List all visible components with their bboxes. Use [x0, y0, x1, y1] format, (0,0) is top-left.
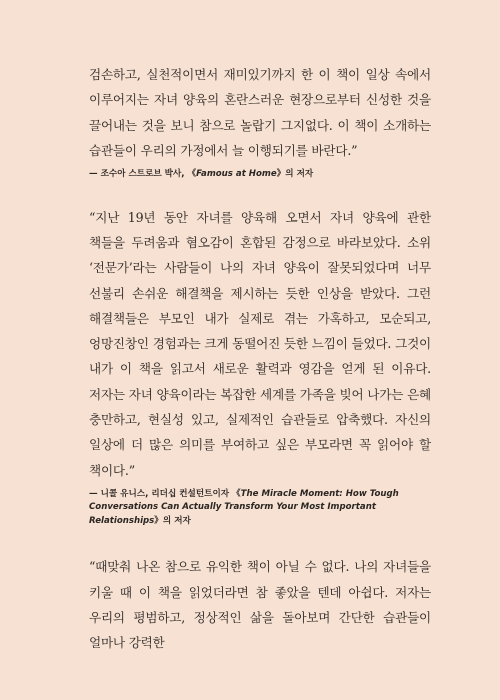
attribution-end: 저자	[174, 515, 191, 526]
attribution-suffix: 》의 저자	[276, 169, 314, 180]
book-title: The Miracle Moment: How Tough Conversations Can Actually Transform Your Most Important Relationships	[89, 488, 399, 526]
attribution-prefix: — 니콜 유니스, 리더십 컨설턴트이자 《	[89, 488, 241, 499]
quote-attribution	[89, 488, 431, 529]
quote-attribution	[89, 168, 431, 182]
quote-text: “지난 19년 동안 자녀를 양육해 오면서 자녀 양육에 관한 책들을 두려움과 혐오감이 혼합된 감정으로 바라보았다. 소위 ‘전문가’라는 사람들이 나의 자녀 양육이 잘못되었다며 너무 선불리 손쉬운 해결책을 제시하는 듯한 인상을 받았다. 그런 해결책들은 부모인 내가 실제로 겪는 가혹하고, 모순되고, 엉망진창인 경험과는 크게 동떨어진 듯한 느낌이 들었다. 그것이 내가 이 책을 읽고서 새로운 활력과 영감을 얻게 된 이유다. 저자는 자녀 양육이라는 복잡한 세계를 가족을 빚어 나가는 은혜 충만하고, 현실성 있고, 실제적인 습관들로 압축했다. 자신의 일상에 더 많은 의미를 부여하고 싶은 부모라면 꼭 읽어야 할 책이다.”	[89, 209, 431, 478]
attribution-suffix: 》의	[154, 515, 172, 526]
book-title: Famous at Home	[196, 169, 277, 180]
text-column	[89, 62, 431, 656]
quote-text: “때맞춰 나온 참으로 유익한 책이 아닐 수 없다. 나의 자녀들을 키울 때 이 책을 읽었더라면 참 좋았을 텐데 아쉽다. 저자는 우리의 평범하고, 정상적인 삶을 돌아보며 간단한 습관들이 얼마나 강력한	[89, 559, 431, 651]
endorsement-3	[89, 554, 431, 655]
endorsement-1	[89, 62, 431, 182]
endorsement-2	[89, 205, 431, 529]
quote-text: 검손하고, 실천적이면서 재미있기까지 한 이 책이 일상 속에서 이루어지는 자녀 양육의 혼란스러운 현장으로부터 신성한 것을 끌어내는 것을 보니 참으로 놀랍기 그지없다. 이 책이 소개하는 습관들이 우리의 가정에서 늘 이행되기를 바란다.”	[89, 67, 431, 158]
attribution-prefix: — 조수아 스트로브 박사, 《	[89, 169, 197, 180]
